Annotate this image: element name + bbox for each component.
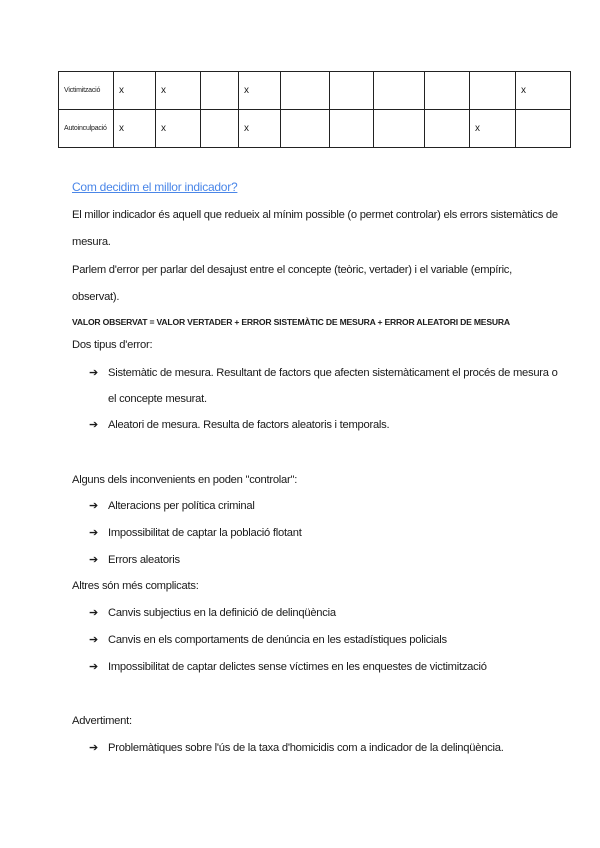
list-item-text: Canvis en els comportaments de denúncia en les estadístiques policials xyxy=(108,634,447,646)
list-item xyxy=(89,633,447,647)
table-cell xyxy=(281,110,330,148)
list-item-text: Alteracions per política criminal xyxy=(108,500,255,512)
table-cell: x xyxy=(114,72,156,110)
list-item-text: Problemàtiques sobre l'ús de la taxa d'homicidis com a indicador de la delinqüència. xyxy=(108,742,504,754)
list-item-text: Canvis subjectius en la definició de delinqüència xyxy=(108,607,336,619)
indicator-table xyxy=(58,71,571,148)
table-cell: x xyxy=(470,110,516,148)
row-label: Autoinculpació xyxy=(59,110,114,148)
list-item-text: Sistemàtic de mesura. Resultant de factors que afecten sistemàticament el procés de mesura o xyxy=(108,367,558,379)
paragraph-line: Parlem d'error per parlar del desajust entre el concepte (teòric, vertader) i el variable (empíric, xyxy=(72,264,513,276)
list-item-text: Impossibilitat de captar delictes sense víctimes en les enquestes de victimització xyxy=(108,661,487,673)
warning-intro: Advertiment: xyxy=(72,715,132,727)
list-item-continuation: el concepte mesurat. xyxy=(108,393,207,405)
list-item-text: Aleatori de mesura. Resulta de factors aleatoris i temporals. xyxy=(108,419,390,431)
arrow-icon: ➔ xyxy=(89,554,98,566)
table-row xyxy=(59,110,571,148)
table-cell xyxy=(201,110,239,148)
table-cell xyxy=(281,72,330,110)
list-item xyxy=(89,526,302,540)
table-row xyxy=(59,72,571,110)
list-item xyxy=(89,499,255,513)
arrow-icon: ➔ xyxy=(89,661,98,673)
table-cell xyxy=(425,110,470,148)
list-item-text: Impossibilitat de captar la població flotant xyxy=(108,527,302,539)
table-cell xyxy=(374,72,425,110)
list-item xyxy=(89,553,180,567)
complex-intro: Altres són més complicats: xyxy=(72,580,199,592)
paragraph-line: observat). xyxy=(72,291,120,303)
formula-line: VALOR OBSERVAT = VALOR VERTADER + ERROR SISTEMÀTIC DE MESURA + ERROR ALEATORI DE MESURA xyxy=(72,317,510,327)
table-cell xyxy=(201,72,239,110)
arrow-icon: ➔ xyxy=(89,367,98,379)
arrow-icon: ➔ xyxy=(89,634,98,646)
table-cell xyxy=(470,72,516,110)
table-cell: x xyxy=(156,110,201,148)
arrow-icon: ➔ xyxy=(89,607,98,619)
arrow-icon: ➔ xyxy=(89,527,98,539)
section-heading-link[interactable]: Com decidim el millor indicador? xyxy=(72,180,238,194)
types-intro: Dos tipus d'error: xyxy=(72,339,153,351)
list-item xyxy=(89,660,487,674)
control-intro: Alguns dels inconvenients en poden "controlar": xyxy=(72,474,298,486)
arrow-icon: ➔ xyxy=(89,500,98,512)
table-cell: x xyxy=(516,72,571,110)
row-label: Victimització xyxy=(59,72,114,110)
table-cell xyxy=(425,72,470,110)
table-cell xyxy=(330,72,374,110)
table-cell xyxy=(330,110,374,148)
list-item-text: Errors aleatoris xyxy=(108,554,180,566)
table-cell: x xyxy=(239,110,281,148)
list-item xyxy=(89,366,558,380)
table-cell xyxy=(374,110,425,148)
table-cell: x xyxy=(156,72,201,110)
list-item xyxy=(89,606,336,620)
table-cell: x xyxy=(239,72,281,110)
list-item xyxy=(89,418,389,432)
table-cell xyxy=(516,110,571,148)
list-item xyxy=(89,741,504,755)
paragraph-line: El millor indicador és aquell que redueix al mínim possible (o permet controlar) els errors sistemàtics de xyxy=(72,209,558,221)
arrow-icon: ➔ xyxy=(89,419,98,431)
paragraph-line: mesura. xyxy=(72,236,111,248)
table-cell: x xyxy=(114,110,156,148)
arrow-icon: ➔ xyxy=(89,742,98,754)
